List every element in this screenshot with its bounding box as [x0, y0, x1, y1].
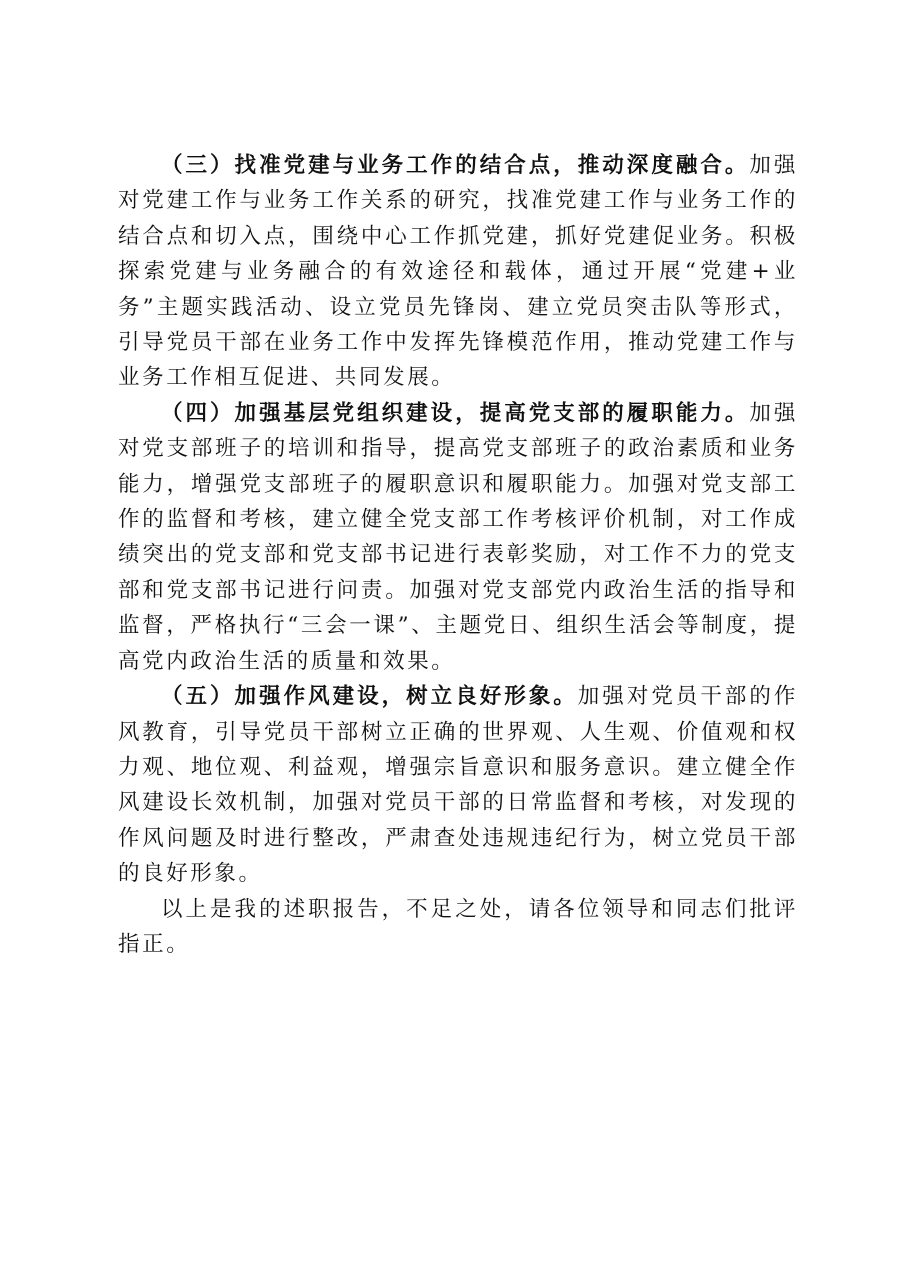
section-5-paragraph: [118, 679, 798, 891]
section-5-heading: （五）加强作风建设，树立良好形象。: [161, 684, 578, 710]
section-5-body: 加强对党员干部的作风教育，引导党员干部树立正确的世界观、人生观、价值观和权力观、地位观、利益观，增强宗旨意识和服务意识。建立健全作风建设长效机制，加强对党员干部的日常监督和考核，对发现的作风问题及时进行整改，严肃查处违规违纪行为，树立党员干部的良好形象。: [118, 684, 799, 887]
section-4-heading: （四）加强基层党组织建设，提高党支部的履职能力。: [161, 400, 750, 426]
document-body: [118, 148, 798, 962]
section-3-body: 加强对党建工作与业务工作关系的研究，找准党建工作与业务工作的结合点和切入点，围绕中心工作抓党建，抓好党建促业务。积极探索党建与业务融合的有效途径和载体，通过开展“党建+业务”主题实践活动、设立党员先锋岗、建立党员突击队等形式，引导党员干部在业务工作中发挥先锋模范作用，推动党建工作与业务工作相互促进、共同发展。: [118, 153, 799, 391]
section-4-paragraph: [118, 396, 798, 679]
section-3-heading: （三）找准党建与业务工作的结合点，推动深度融合。: [161, 153, 750, 178]
section-4-body: 加强对党支部班子的培训和指导，提高党支部班子的政治素质和业务能力，增强党支部班子的履职意识和履职能力。加强对党支部工作的监督和考核，建立健全党支部工作考核评价机制，对工作成绩突出的党支部和党支部书记进行表彰奖励，对工作不力的党支部和党支部书记进行问责。加强对党支部党内政治生活的指导和监督，严格执行“三会一课”、主题党日、组织生活会等制度，提高党内政治生活的质量和效果。: [118, 400, 799, 674]
closing-paragraph: 以上是我的述职报告，不足之处，请各位领导和同志们批评指正。: [118, 896, 798, 957]
section-3-paragraph: [118, 148, 798, 396]
